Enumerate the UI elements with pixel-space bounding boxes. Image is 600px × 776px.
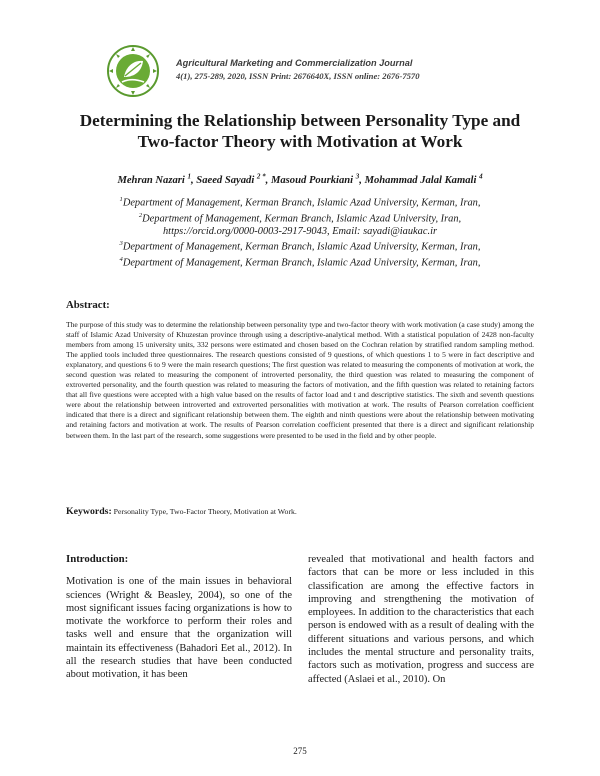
paper-title-line-1: Determining the Relationship between Personality Type and [79, 111, 521, 130]
paper-title [40, 110, 560, 152]
page-number: 275 [293, 746, 307, 756]
keywords-label: Keywords: [66, 506, 112, 517]
author: Saeed Sayadi $^{2 *}$, [196, 172, 271, 186]
introduction-heading: Introduction: [66, 553, 129, 565]
affiliation-list [40, 194, 560, 270]
journal-logo [106, 44, 160, 98]
paper-title-line-2: Two-factor Theory with Motivation at Work [137, 132, 463, 151]
journal-name: Agricultural Marketing and Commercialization Journal [176, 58, 413, 68]
affiliation: $^1$Department of Management, Kerman Branch, Islamic Azad University, Kerman, Iran, [119, 196, 481, 209]
body-column-right [308, 553, 534, 686]
author: Mohammad Jalal Kamali $^4$ [364, 172, 483, 186]
abstract-body: The purpose of this study was to determine the relationship between personality type and two-factor theory with work motivation (a case study) among the staff of Islamic Azad University of Khuzestan province through using a descriptive-analytical method. With a statistical population of 2428 non-faculty members from among 15 university units, 332 persons were estimated and chosen based on the Cochran relation by stratified random sampling method. The applied tools included three questionnaires. The research questions consisted of 9 questions, of which questions 1 to 5 were in fact descriptive and explanatory, and questions 6 to 9 were the main research questions; The first question was related to measuring the components of motivation at work, the second question was related to measuring the component of introverted personality, the third question was related to measuring the component of extroverted personality, and the fourth question was related to measuring the factors of motivation, and the fifth question was related to retaining factors that all five questions were accepted with a high value based on the results of factor load and t and descriptive statistics. The sixth and seventh questions were about the relationship between introverted and extroverted personalities with motivation at work. The results of Pearson correlation coefficient indicated that there is a direct and significant relationship between them. The eighth and ninth questions were about the relationship between motivating and retaining factors and motivation at work. The results of Pearson correlation coefficient presented that there is a direct and significant relationship between them. In the last part of the research, some suggestions were presented to be used in the field and by other people. [66, 320, 534, 440]
affiliation: $^3$Department of Management, Kerman Branch, Islamic Azad University, Kerman, Iran, [119, 240, 481, 253]
keywords-text: Personality Type, Two-Factor Theory, Motivation at Work. [113, 507, 297, 516]
affiliation-contact: https://orcid.org/0000-0003-2917-9043, Email: sayadi@iaukac.ir [162, 225, 437, 237]
introduction-paragraph: Motivation is one of the main issues in behavioral sciences (Wright & Beasley, 2004), so one of the most significant issues facing organizations is how to motivate the workforce to perform their roles and tasks well and ensure that the organization will maintain its effectiveness (Bahadori Eet al., 2012). In all the research studies that have been conducted about motivation, it has been [66, 576, 292, 681]
author: Mehran Nazari $^1$, [117, 172, 197, 186]
affiliation: $^2$Department of Management, Kerman Branch, Islamic Azad University, Iran, [138, 211, 462, 225]
introduction-paragraph-continued: revealed that motivational and health factors and factors that can be more or less included in this classification are among the effective factors in improving and strengthening the motivation of employees. In addition to the characteristics that each person is endowed with as a result of dealing with the different situations and various persons, and which includes the mental structure and personality traits, factors such as motivation, progress and success are affected (Aslaei et al., 2010). On [308, 554, 534, 685]
body-column-left [66, 553, 292, 682]
keywords [66, 506, 534, 517]
journal-logo-leaf-icon [106, 44, 160, 98]
abstract-heading: Abstract: [66, 299, 110, 311]
affiliation: $^4$Department of Management, Kerman Branch, Islamic Azad University, Kerman, Iran, [119, 256, 481, 269]
journal-issue-info: 4(1), 275-289, 2020, ISSN Print: 2676640X, ISSN online: 2676-7570 [176, 71, 420, 81]
author: Masoud Pourkiani $^3$, [270, 172, 365, 186]
author-list [40, 172, 560, 186]
